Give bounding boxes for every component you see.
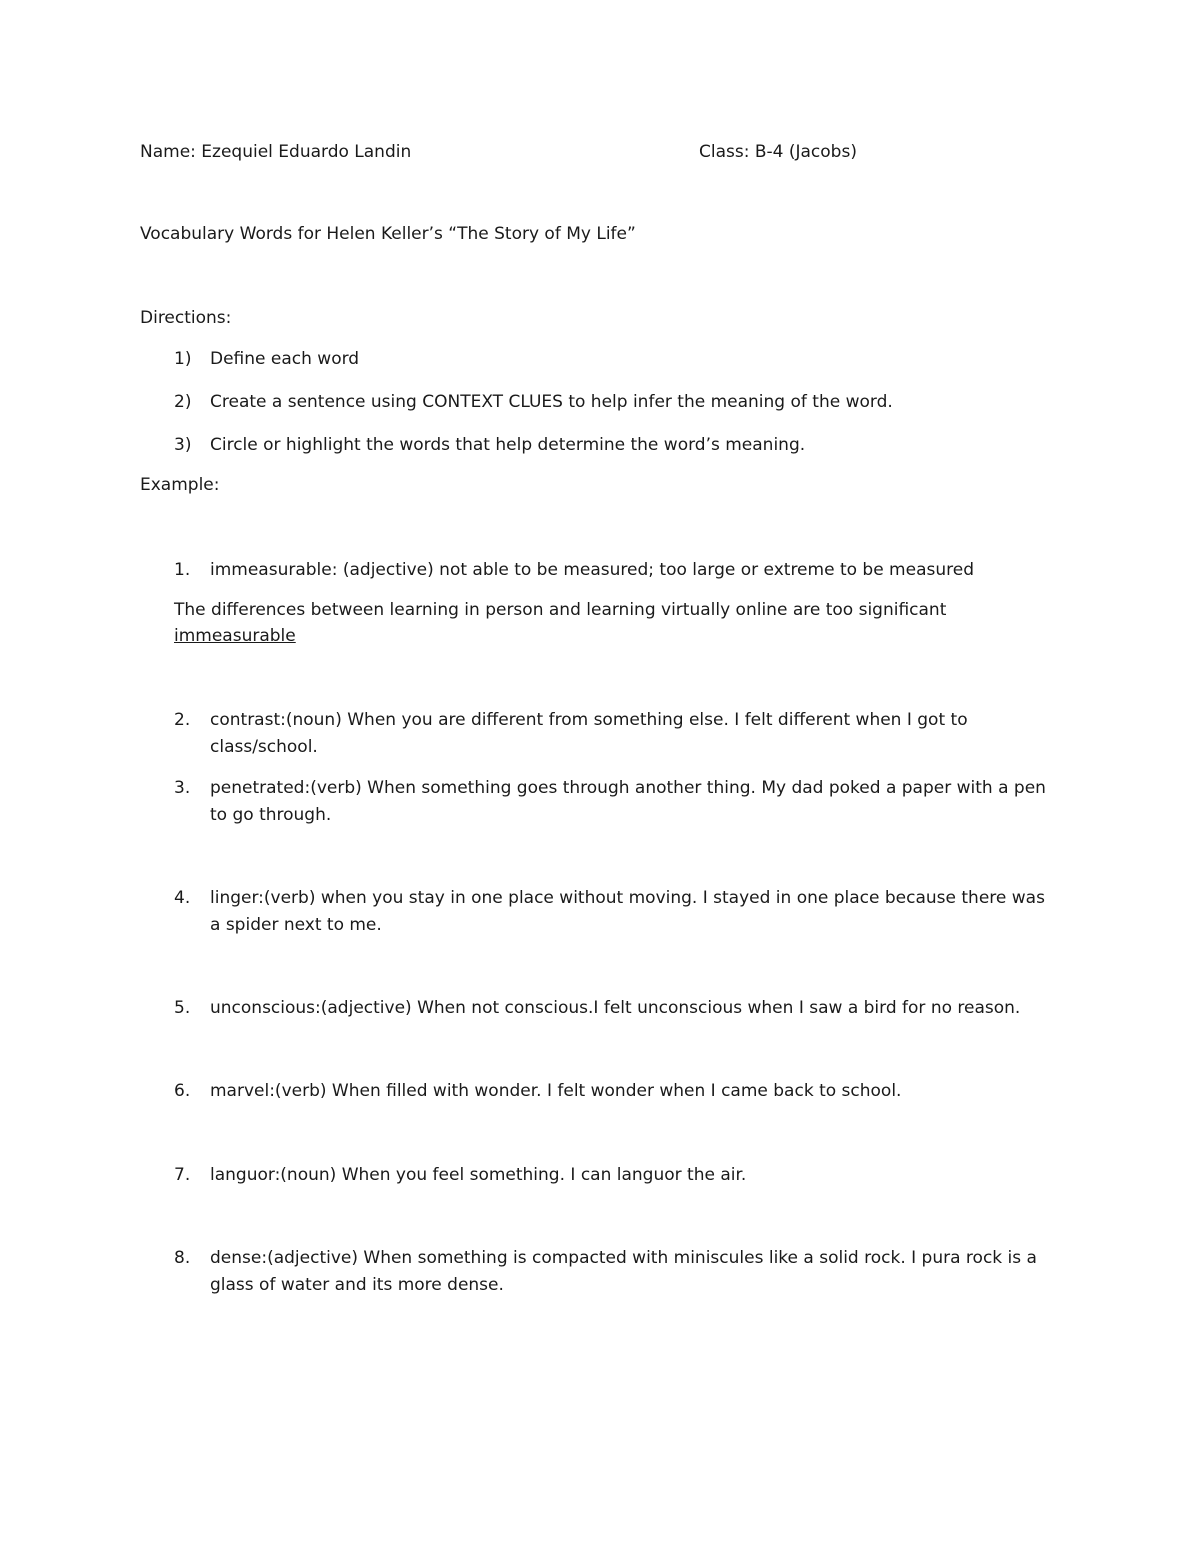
vocab-entry: penetrated:(verb) When something goes through another thing. My dad poked a paper with a pen to go through.	[210, 778, 1046, 825]
entry-marker: 6.	[174, 1081, 191, 1101]
example-marker: 1.	[174, 560, 191, 580]
vocab-entry: dense:(adjective) When something is compacted with miniscules like a solid rock. I pura rock is a glass of water and its more dense.	[210, 1248, 1037, 1295]
direction-marker: 3)	[174, 435, 192, 455]
direction-step: Create a sentence using CONTEXT CLUES to help infer the meaning of the word.	[210, 392, 893, 412]
example-heading: Example:	[140, 475, 220, 495]
direction-step: Define each word	[210, 349, 360, 369]
direction-step: Circle or highlight the words that help determine the word’s meaning.	[210, 435, 806, 455]
entry-marker: 8.	[174, 1248, 191, 1268]
example-underlined-word: immeasurable	[174, 626, 296, 646]
class-info: Class: B-4 (Jacobs)	[699, 142, 857, 162]
vocab-entry: linger:(verb) when you stay in one place without moving. I stayed in one place because there was a spider next to me.	[210, 888, 1045, 935]
entry-marker: 3.	[174, 778, 191, 798]
vocab-entry: marvel:(verb) When filled with wonder. I felt wonder when I came back to school.	[210, 1081, 902, 1101]
example-sentence: The differences between learning in person and learning virtually online are too significant	[174, 600, 947, 620]
entry-marker: 5.	[174, 998, 191, 1018]
vocab-entry: contrast:(noun) When you are different from something else. I felt different when I got to class/school.	[210, 710, 968, 757]
student-name: Name: Ezequiel Eduardo Landin	[140, 142, 412, 162]
example-definition: immeasurable: (adjective) not able to be measured; too large or extreme to be measured	[210, 560, 974, 580]
direction-marker: 1)	[174, 349, 192, 369]
document-title: Vocabulary Words for Helen Keller’s “The Story of My Life”	[140, 224, 636, 244]
directions-heading: Directions:	[140, 308, 232, 328]
entry-marker: 7.	[174, 1165, 191, 1185]
entry-marker: 4.	[174, 888, 191, 908]
vocab-entry: languor:(noun) When you feel something. I can languor the air.	[210, 1165, 747, 1185]
entry-marker: 2.	[174, 710, 191, 730]
direction-marker: 2)	[174, 392, 192, 412]
vocab-entry: unconscious:(adjective) When not conscious.I felt unconscious when I saw a bird for no reason.	[210, 998, 1021, 1018]
